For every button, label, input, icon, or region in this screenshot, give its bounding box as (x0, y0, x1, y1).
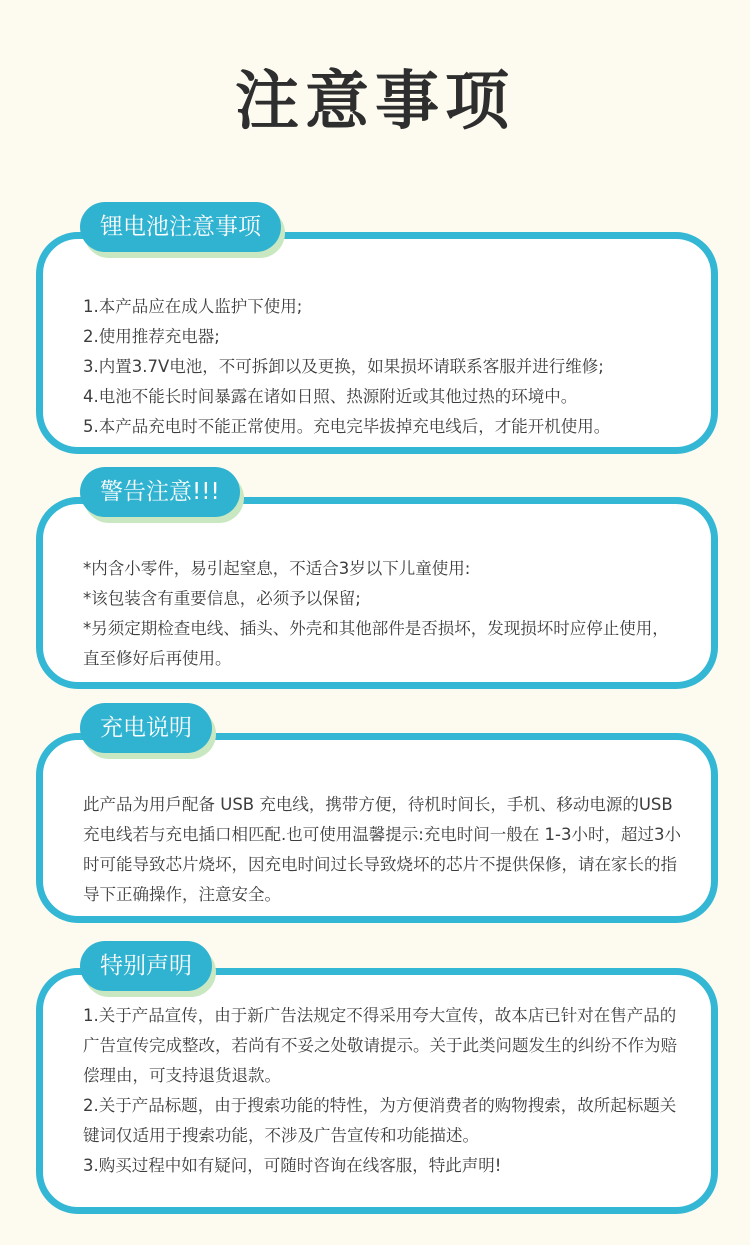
statement-line: 1.关于产品宣传，由于新广告法规定不得采用夸大宣传，故本店已针对在售产品的广告宣传完成整改，若尚有不妥之处敬请提示。关于此类问题发生的纠纷不作为赔偿理由，可支持退货退款。 (83, 1006, 677, 1085)
notice-line: 1.本产品应在成人监护下使用; (83, 297, 303, 316)
charging-instructions-card (36, 733, 718, 923)
statement-line: 2.关于产品标题，由于搜索功能的特性，为方便消费者的购物搜索，故所起标题关键词仅适用于搜索功能，不涉及广告宣传和功能描述。 (83, 1096, 677, 1145)
special-statement-card (36, 968, 718, 1214)
warning-line: *该包装含有重要信息，必须予以保留; (83, 589, 361, 608)
notice-line: 5.本产品充电时不能正常使用。充电完毕拔掉充电线后，才能开机使用。 (83, 417, 611, 436)
statement-line: 3.购买过程中如有疑问，可随时咨询在线客服，特此声明! (83, 1156, 502, 1175)
notice-line: 2.使用推荐充电器; (83, 327, 220, 346)
page-title: 注意事项 (235, 65, 515, 139)
notice-line: 4.电池不能长时间暴露在诸如日照、热源附近或其他过热的环境中。 (83, 387, 578, 406)
special-statement-heading: 特别声明 (80, 941, 212, 991)
warning-line: *内含小零件，易引起窒息，不适合3岁以下儿童使用: (83, 559, 471, 578)
warning-heading: 警告注意!!! (80, 467, 240, 517)
lithium-battery-notice-heading: 锂电池注意事项 (80, 202, 281, 252)
lithium-battery-notice-card (36, 232, 718, 454)
charging-instructions-heading: 充电说明 (80, 703, 212, 753)
warning-body (83, 554, 685, 674)
special-statement-body (83, 1001, 685, 1181)
warning-line: *另须定期检查电线、插头、外壳和其他部件是否损坏，发现损坏时应停止使用，直至修好后再使用。 (83, 619, 669, 668)
warning-card (36, 497, 718, 689)
lithium-battery-notice-body (83, 292, 685, 442)
charging-paragraph: 此产品为用戶配备 USB 充电线，携带方便，待机时间长，手机、移动电源的USB充电线若与充电插口相匹配.也可使用温馨提示:充电时间一般在 1-3小时，超过3小时可能导致芯片烧坏，因充电时间过长导致烧坏的芯片不提供保修，请在家长的指导下正确操作，注意安全。 (83, 795, 681, 904)
notice-line: 3.内置3.7V电池，不可拆卸以及更换，如果损坏请联系客服并进行维修; (83, 357, 604, 376)
charging-instructions-body (83, 790, 685, 910)
